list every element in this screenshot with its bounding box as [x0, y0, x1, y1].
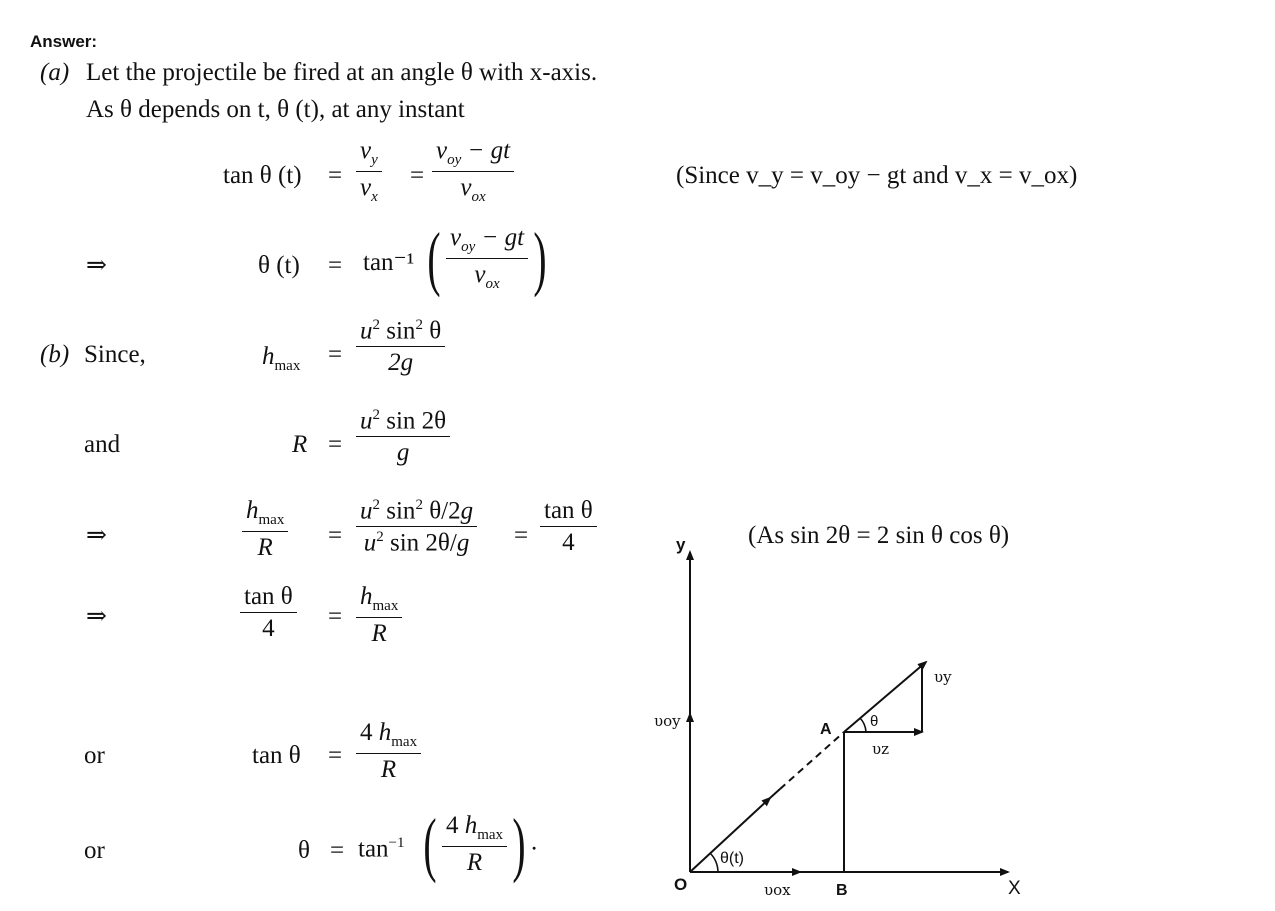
part-a-line1: Let the projectile be fired at an angle θ with x-axis. — [86, 59, 598, 86]
eq1-frac-vy-vx: $\frac{v_y}{v_x}$ — [356, 138, 382, 205]
eq1-lhs: tan θ (t) — [223, 162, 302, 189]
hmax-frac: $\frac{u^2 \sin^2 \theta}{2g}$ — [356, 318, 445, 375]
velocity-vector — [844, 662, 926, 732]
eq2-lhs: θ (t) — [258, 252, 300, 279]
label-theta-t: θ(t) — [720, 850, 744, 867]
ratio-lhs: $\frac{h_{max}}{R}$ — [242, 498, 288, 560]
ratio-equals-2: = — [514, 522, 529, 549]
label-vox: υox — [764, 881, 791, 899]
hmax-over-r: $\frac{h_{max}}{R}$ — [356, 584, 402, 646]
theta-lhs: θ — [298, 837, 310, 864]
part-a-label: (a) — [40, 59, 70, 86]
theta-frac: ( $\frac{4 h_{max}}{R}$ ) . — [423, 804, 538, 884]
tan-theta-lhs: tan θ — [252, 742, 301, 769]
tan-theta-equals: = — [328, 742, 343, 769]
label-theta: θ — [870, 713, 879, 730]
eq1-frac-voy-gt: $\frac{v_{oy} - gt}{v_{ox}}$ — [432, 138, 514, 205]
tan-equals: = — [328, 603, 343, 630]
part-b-label: (b) — [40, 341, 70, 368]
ratio-mid-frac: $\frac{u^2 \sin^2 \theta/2g}{u^2 \sin 2\theta/g}$ — [356, 498, 477, 556]
ratio-rhs: $\frac{\text{tan θ}}{4}$ — [540, 498, 597, 555]
or-2: or — [84, 837, 105, 864]
implies-arrow-3: ⇒ — [86, 603, 107, 630]
eq1-equals-1: = — [328, 162, 343, 189]
label-o: O — [674, 875, 688, 894]
projectile-diagram — [640, 530, 1060, 900]
trajectory-dashed — [780, 732, 844, 789]
label-x: X — [1008, 878, 1021, 899]
label-vz: υz — [872, 740, 890, 758]
eq2-equals: = — [328, 252, 343, 279]
or-1: or — [84, 742, 105, 769]
label-vy: υy — [934, 668, 952, 686]
hmax-equals: = — [328, 341, 343, 368]
theta-equals: = — [330, 837, 345, 864]
eq2-frac: ( $\frac{v_{oy} - gt}{v_{ox}}$ ) — [427, 218, 547, 298]
range-lhs: R — [292, 431, 308, 458]
label-voy: υoy — [654, 712, 681, 730]
hmax-lhs: $h_{max}$ — [262, 343, 301, 374]
eq1-equals-2: = — [410, 162, 425, 189]
part-b-and: and — [84, 431, 121, 458]
theta-t-arc — [710, 853, 718, 872]
eq2-func: tan⁻¹ — [363, 249, 415, 276]
implies-arrow: ⇒ — [86, 252, 107, 279]
range-frac: $\frac{u^2 \sin 2\theta}{g}$ — [356, 408, 450, 465]
label-a: A — [820, 721, 832, 738]
answer-label: Answer: — [30, 32, 98, 51]
part-a-line2: As θ depends on t, θ (t), at any instant — [86, 96, 465, 123]
implies-arrow-2: ⇒ — [86, 522, 107, 549]
range-equals: = — [328, 431, 343, 458]
label-y: y — [676, 535, 686, 554]
eq1-note: (Since v_y = v_oy − gt and v_x = v_ox) — [676, 162, 1078, 189]
ratio-equals-1: = — [328, 522, 343, 549]
tan-theta-rhs: $\frac{4 h_{max}}{R}$ — [356, 720, 421, 782]
tan-over-4: $\frac{\text{tan θ}}{4}$ — [240, 584, 297, 641]
identity-note: (As sin 2θ = 2 sin θ cos θ) — [748, 522, 1010, 549]
label-b: B — [836, 882, 848, 899]
theta-func: $\tan^{-1}$ — [358, 835, 405, 863]
part-b-since: Since, — [84, 341, 146, 368]
theta-arc — [860, 718, 866, 732]
